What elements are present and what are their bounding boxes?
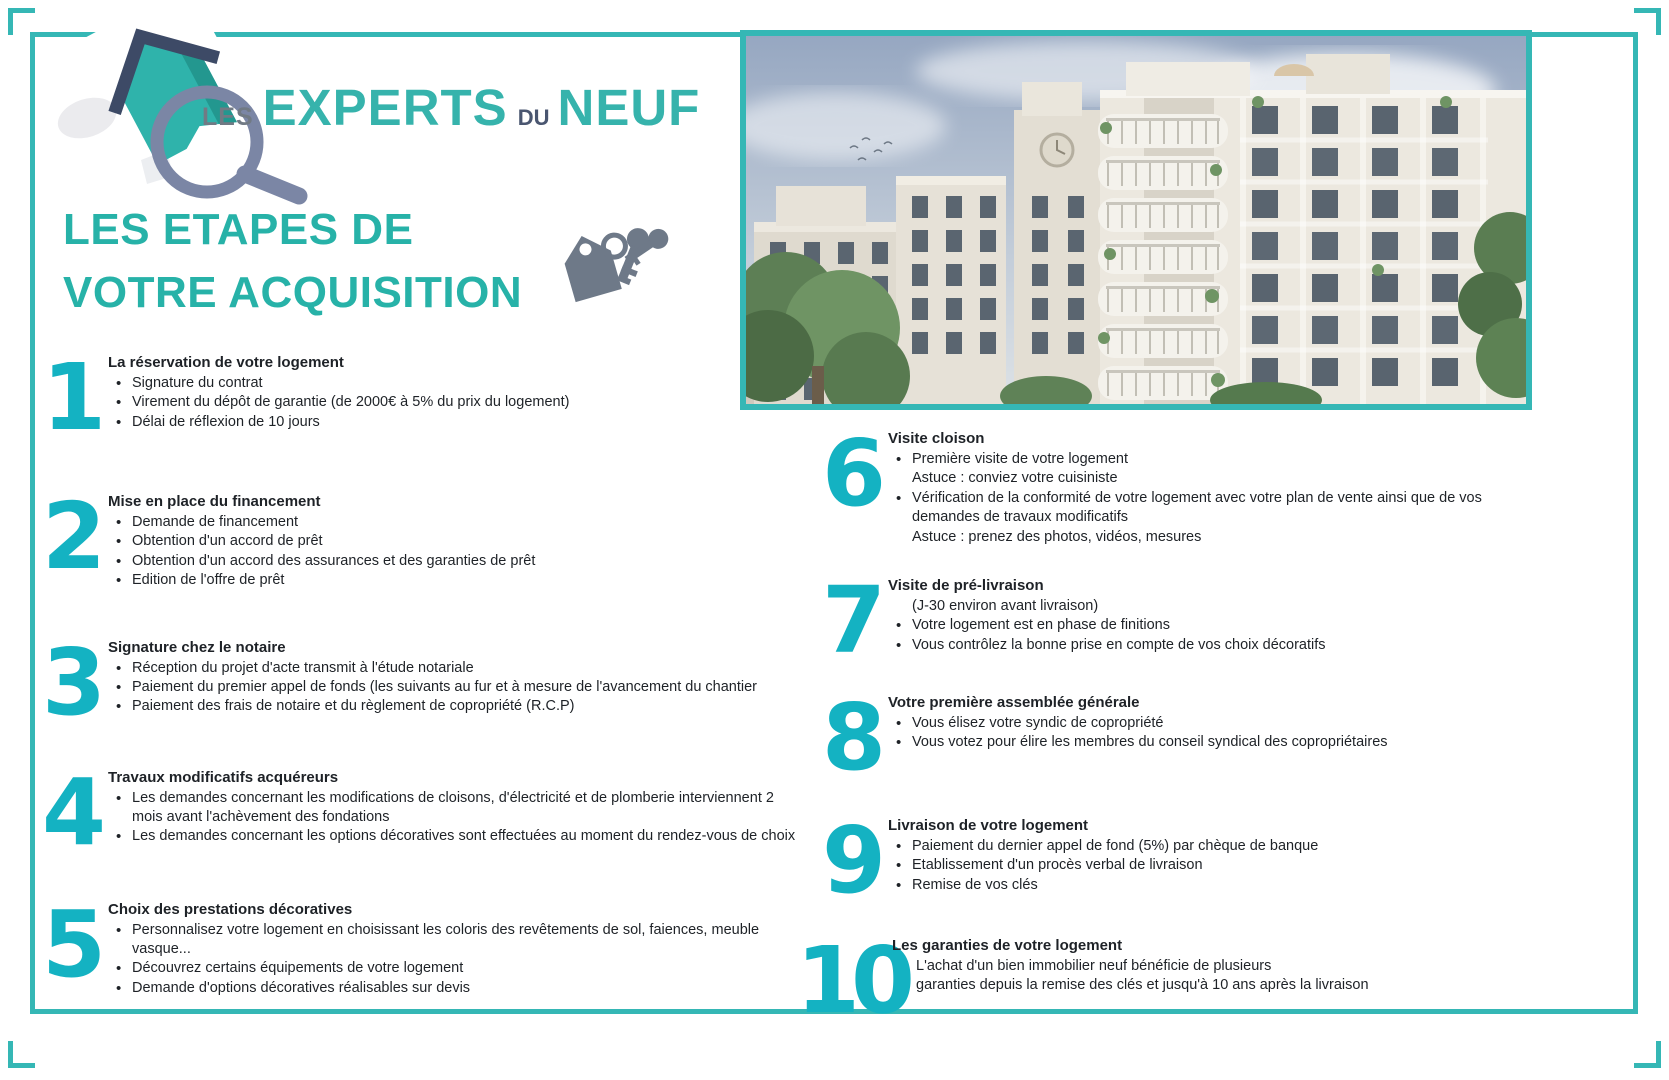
step-title: Votre première assemblée générale — [888, 694, 1140, 712]
step-bullet-item: • Découvrez certains équipements de votre logement — [108, 959, 796, 978]
step-number: 2 — [42, 483, 105, 590]
step-text — [888, 692, 1524, 784]
step-text — [888, 815, 1524, 907]
step-bullet-item: • Obtention d'un accord de prêt — [108, 532, 796, 551]
corner-mark-bottom-right — [1634, 1041, 1661, 1068]
step-number: 9 — [822, 807, 885, 915]
step-title: Livraison de votre logement — [888, 817, 1089, 835]
step-bullet-item: • Edition de l'offre de prêt — [108, 571, 796, 590]
step-bullet-item: • Demande d'options décoratives réalisables sur devis — [108, 979, 796, 998]
step-title: Visite de pré-livraison — [888, 577, 1044, 595]
step-bullet-item: • Les demandes concernant les options décoratives sont effectuées au moment du rendez-vous de choix — [108, 827, 796, 846]
step-note-item: L'achat d'un bien immobilier neuf bénéficie de plusieurs — [916, 958, 1272, 975]
house-keys-icon — [556, 214, 676, 307]
step — [796, 927, 1542, 1035]
step-bullet-item: • Délai de réflexion de 10 jours — [108, 413, 796, 432]
step-bullet-item: • Obtention d'un accord des assurances et des garanties de prêt — [108, 552, 796, 571]
step-bullet-item: • Demande de financement — [108, 513, 796, 532]
step-items — [888, 450, 1524, 547]
step-number: 6 — [822, 420, 885, 527]
step-items — [108, 513, 796, 591]
step-note-item: Astuce : conviez votre cuisiniste — [912, 470, 1118, 487]
step-title: Travaux modificatifs acquéreurs — [108, 768, 339, 786]
step-bullet-item: • Paiement du dernier appel de fond (5%) par chèque de banque — [888, 837, 1524, 856]
step-text — [108, 491, 796, 591]
step-bullet-item: • Etablissement d'un procès verbal de livraison — [888, 856, 1524, 875]
step-note-item: Astuce : prenez des photos, vidéos, mesures — [912, 528, 1202, 545]
step-text — [108, 352, 796, 444]
corner-mark-top-left — [8, 8, 35, 35]
step-items — [888, 837, 1524, 895]
step — [822, 807, 1542, 915]
step-items — [108, 659, 796, 717]
step-text — [888, 428, 1524, 547]
step-text — [888, 575, 1524, 667]
step-bullet-item: • Vérification de la conformité de votre logement avec votre plan de vente ainsi que de vos demandes de travaux modificatifs — [888, 489, 1524, 528]
step-number: 4 — [42, 758, 105, 866]
logo-wordmark — [202, 78, 700, 137]
step-items — [892, 957, 1528, 996]
corner-mark-bottom-left — [8, 1041, 35, 1068]
step-note-item: (J-30 environ avant livraison) — [912, 598, 1099, 615]
step-number: 1 — [42, 344, 105, 451]
step-bullet-item: • Vous votez pour élire les membres du conseil syndical des copropriétaires — [888, 733, 1524, 752]
step-bullet-item: • Votre logement est en phase de finitions — [888, 616, 1524, 635]
step-bullet-item: • Signature du contrat — [108, 374, 796, 393]
steps-column-left — [42, 344, 832, 998]
step — [42, 483, 832, 591]
logo-word-du: DU — [517, 105, 550, 130]
step — [822, 420, 1542, 547]
step-text — [108, 637, 796, 729]
step-text — [892, 935, 1528, 1027]
step-number: 10 — [796, 927, 907, 1035]
step-bullet-item: • Les demandes concernant les modifications de cloisons, d'électricité et de plomberie interviennent 2 mois avant l'achèvement des fondations — [108, 789, 796, 828]
page-title-line2: VOTRE ACQUISITION — [63, 268, 523, 317]
step — [42, 628, 832, 736]
step-bullet-item: • Remise de vos clés — [888, 876, 1524, 895]
step — [42, 890, 832, 999]
step-bullet-item: • Virement du dépôt de garantie (de 2000€ à 5% du prix du logement) — [108, 393, 796, 412]
step-title: Les garanties de votre logement — [892, 937, 1123, 955]
step-bullet-item: • Personnalisez votre logement en choisissant les coloris des revêtements de sol, faiences, meuble vasque... — [108, 921, 796, 960]
step-bullet-item: • Vous contrôlez la bonne prise en compte de vos choix décoratifs — [888, 636, 1524, 655]
corner-mark-top-right — [1634, 8, 1661, 35]
step-items — [108, 374, 796, 432]
step-number: 8 — [822, 684, 885, 792]
step-title: Visite cloison — [888, 430, 985, 447]
step-number: 5 — [42, 890, 105, 998]
step-items — [108, 921, 796, 999]
step-title: Signature chez le notaire — [108, 638, 286, 656]
step-bullet-item: • Vous élisez votre syndic de copropriété — [888, 714, 1524, 733]
building-photo-illustration — [746, 36, 1526, 404]
step — [822, 684, 1542, 792]
page-title — [63, 198, 522, 324]
logo-word-neuf: NEUF — [557, 79, 701, 136]
step-bullet-item: • Paiement des frais de notaire et du règlement de copropriété (R.C.P) — [108, 697, 796, 716]
step-text — [108, 767, 796, 859]
step-number: 3 — [42, 628, 105, 736]
page-title-line1: LES ETAPES DE — [63, 205, 414, 254]
logo — [55, 0, 715, 212]
logo-word-les: LES — [202, 103, 254, 131]
step-number: 7 — [822, 567, 885, 675]
building-photo — [740, 30, 1532, 410]
step-text — [108, 899, 796, 999]
step — [42, 758, 832, 866]
step — [42, 344, 832, 451]
step-items — [108, 789, 796, 847]
step-note-item: garanties depuis la remise des clés et jusqu'à 10 ans après la livraison — [916, 977, 1369, 994]
step-bullet-item: • Première visite de votre logement — [888, 450, 1524, 469]
step-title: La réservation de votre logement — [108, 354, 344, 371]
steps-column-right — [796, 420, 1542, 1035]
step-bullet-item: • Paiement du premier appel de fonds (les suivants au fur et à mesure de l'avancement du chantier — [108, 678, 796, 697]
step — [822, 567, 1542, 675]
logo-word-experts: EXPERTS — [262, 79, 508, 136]
step-title: Mise en place du financement — [108, 493, 321, 510]
step-title: Choix des prestations décoratives — [108, 900, 353, 918]
step-items — [888, 714, 1524, 753]
step-bullet-item: • Réception du projet d'acte transmit à l'étude notariale — [108, 659, 796, 678]
step-items — [888, 597, 1524, 655]
